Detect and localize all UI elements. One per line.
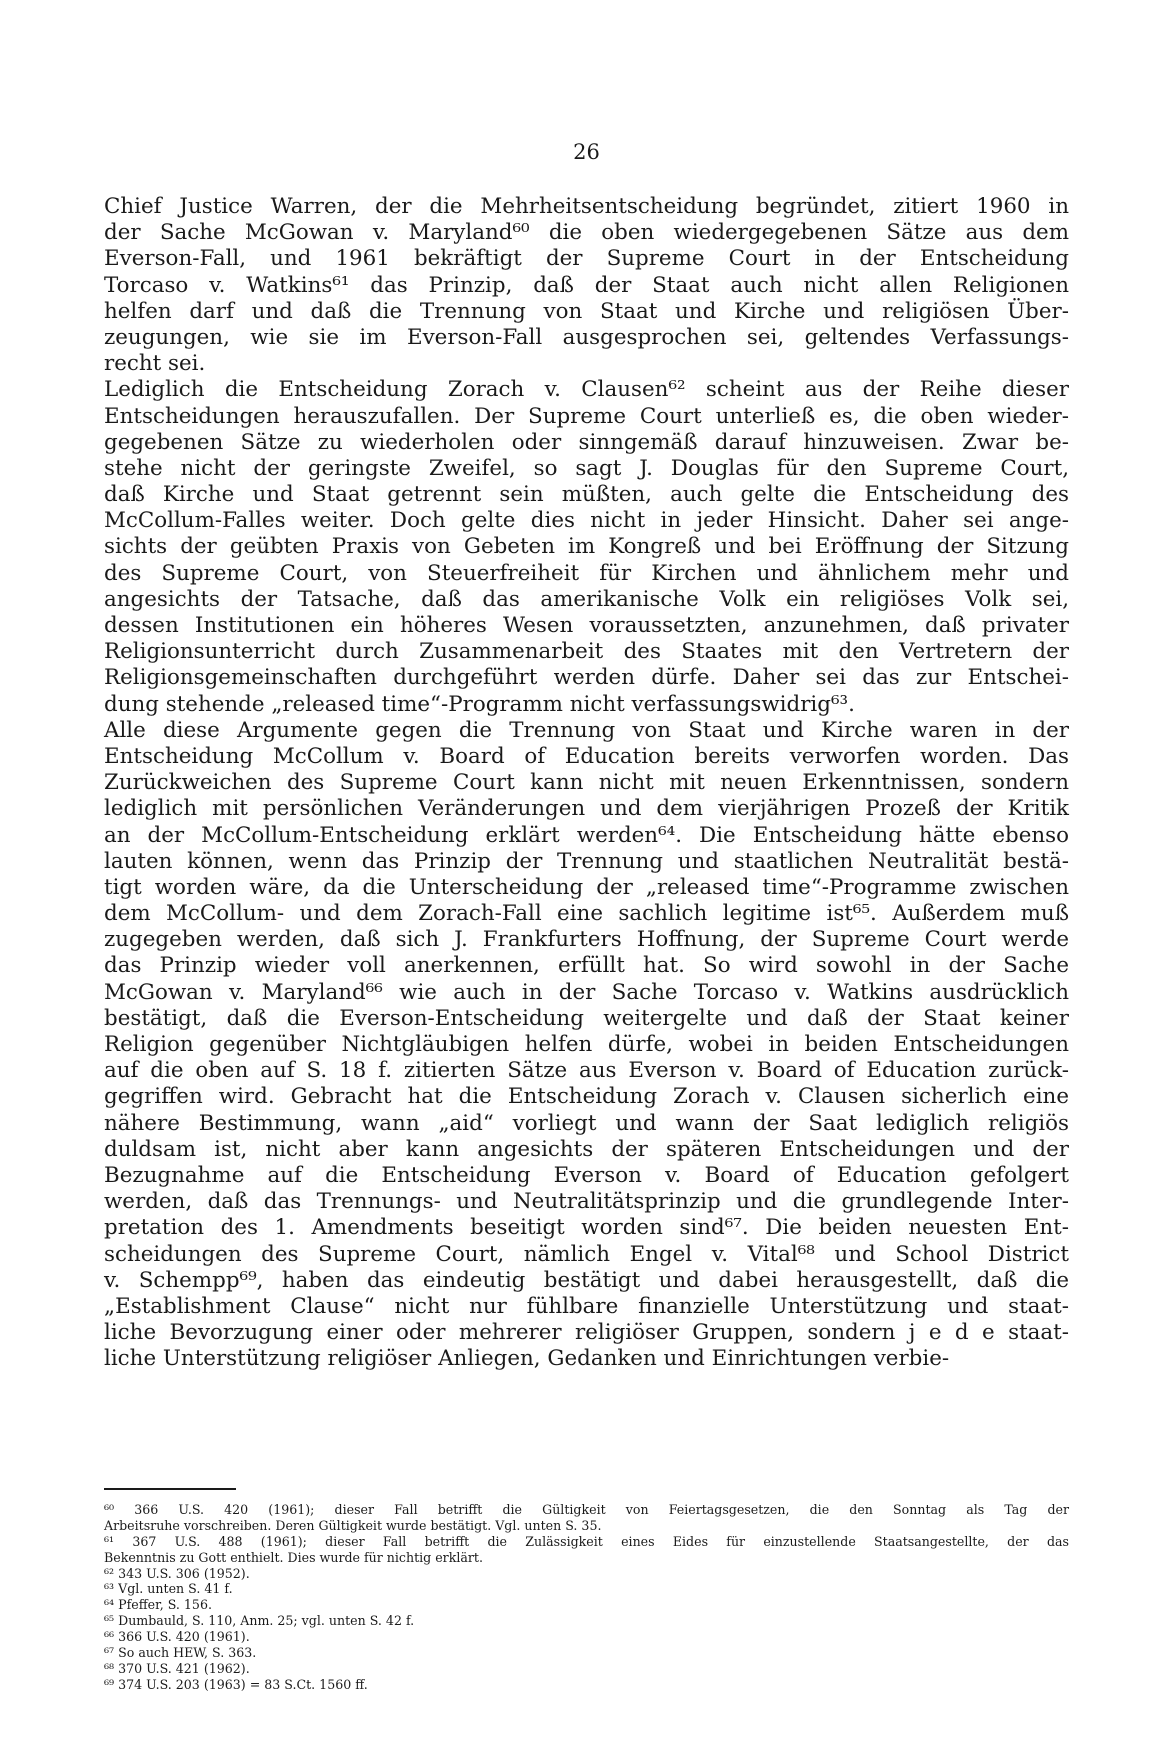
footnote-line: ⁶² 343 U.S. 306 (1952). [104,1565,250,1581]
text-line: „Establishment Clause“ nicht nur fühlbare finanzielle Unterstützung und staat- [104,1293,1069,1319]
text-line: Alle diese Argumente gegen die Trennung von Staat und Kirche waren in der [104,717,1069,743]
footnote-line: ⁶¹ 367 U.S. 488 (1961); dieser Fall betrifft die Zulässigkeit eines Eides für einzustellende Staatsangestellte, der das [104,1533,1069,1549]
text-line: pretation des 1. Amendments beseitigt worden sind⁶⁷. Die beiden neuesten Ent- [104,1215,1069,1241]
text-line: Entscheidung McCollum v. Board of Education bereits verworfen worden. Das [104,743,1069,769]
text-line: liche Unterstützung religiöser Anliegen, Gedanken und Einrichtungen verbie- [104,1346,950,1372]
text-line: stehe nicht der geringste Zweifel, so sagt J. Douglas für den Supreme Court, [104,455,1069,481]
text-line: helfen darf und daß die Trennung von Staat und Kirche und religiösen Über- [104,298,1069,324]
text-line: lediglich mit persönlichen Veränderungen und dem vierjährigen Prozeß der Kritik [104,796,1069,822]
text-line: Bezugnahme auf die Entscheidung Everson v. Board of Education gefolgert [104,1162,1069,1188]
footnote-line: ⁶⁵ Dumbauld, S. 110, Anm. 25; vgl. unten S. 42 f. [104,1613,415,1629]
text-line: Torcaso v. Watkins⁶¹ das Prinzip, daß der Staat auch nicht allen Religionen [104,272,1069,298]
text-line: gegriffen wird. Gebracht hat die Entscheidung Zorach v. Clausen sicherlich eine [104,1084,1069,1110]
text-line: v. Schempp⁶⁹, haben das eindeutig bestätigt und dabei herausgestellt, daß die [104,1267,1069,1293]
text-line: duldsam ist, nicht aber kann angesichts der späteren Entscheidungen und der [104,1136,1069,1162]
text-line: scheidungen des Supreme Court, nämlich Engel v. Vital⁶⁸ und School District [104,1241,1069,1267]
text-line: angesichts der Tatsache, daß das amerikanische Volk ein religiöses Volk sei, [104,586,1069,612]
footnote-line: ⁶⁷ So auch HEW, S. 363. [104,1645,257,1661]
footnote-line: ⁶⁸ 370 U.S. 421 (1962). [104,1660,250,1676]
text-line: Religionsunterricht durch Zusammenarbeit des Staates mit den Vertretern der [104,639,1069,665]
text-line: nähere Bestimmung, wann „aid“ vorliegt und wann der Saat lediglich religiös [104,1110,1069,1136]
text-line: liche Bevorzugung einer oder mehrerer religiöser Gruppen, sondern j e d e staat- [104,1320,1069,1346]
text-line: Religion gegenüber Nichtgläubigen helfen dürfe, wobei in beiden Entscheidungen [104,1032,1069,1057]
text-line: recht sei. [104,351,206,377]
text-line: lauten können, wenn das Prinzip der Trennung und staatlichen Neutralität bestä- [104,848,1069,874]
footnote-line: ⁶⁶ 366 U.S. 420 (1961). [104,1629,250,1645]
text-line: daß Kirche und Staat getrennt sein müßten, auch gelte die Entscheidung des [104,482,1069,508]
text-line: Chief Justice Warren, der die Mehrheitsentscheidung begründet, zitiert 1960 in [104,194,1069,219]
text-line: bestätigt, daß die Everson-Entscheidung weitergelte und daß der Staat keiner [104,1005,1069,1031]
body-text [104,194,1069,1372]
page-number: 26 [573,140,600,164]
footnote-line: ⁶³ Vgl. unten S. 41 f. [104,1581,233,1597]
text-line: Entscheidungen herauszufallen. Der Supreme Court unterließ es, die oben wieder- [104,403,1069,429]
text-line: dem McCollum- und dem Zorach-Fall eine sachlich legitime ist⁶⁵. Außerdem muß [104,901,1069,927]
text-line: sichts der geübten Praxis von Gebeten im Kongreß und bei Eröffnung der Sitzung [104,534,1069,560]
text-line: an der McCollum-Entscheidung erklärt werden⁶⁴. Die Entscheidung hätte ebenso [104,822,1069,848]
text-line: gegebenen Sätze zu wiederholen oder sinngemäß darauf hinzuweisen. Zwar be- [104,429,1069,455]
text-line: McGowan v. Maryland⁶⁶ wie auch in der Sache Torcaso v. Watkins ausdrücklich [104,979,1069,1005]
text-line: Zurückweichen des Supreme Court kann nicht mit neuen Erkenntnissen, sondern [104,770,1069,796]
footnotes [104,1502,1069,1693]
text-line: auf die oben auf S. 18 f. zitierten Sätze aus Everson v. Board of Education zurück- [104,1058,1069,1084]
footnote-line: Arbeitsruhe vorschreiben. Deren Gültigkeit wurde bestätigt. Vgl. unten S. 35. [104,1517,602,1533]
footnote-line: Bekenntnis zu Gott enthielt. Dies wurde für nichtig erklärt. [104,1549,483,1565]
text-line: Religionsgemeinschaften durchgeführt werden dürfe. Daher sei das zur Entschei- [104,665,1069,691]
text-line: Everson-Fall, und 1961 bekräftigt der Supreme Court in der Entscheidung [104,246,1069,272]
footnote-line: ⁶⁴ Pfeffer, S. 156. [104,1597,212,1613]
text-line: des Supreme Court, von Steuerfreiheit für Kirchen und ähnlichem mehr und [104,560,1069,586]
text-line: dung stehende „released time“-Programm nicht verfassungswidrig⁶³. [104,691,855,717]
text-line: dessen Institutionen ein höheres Wesen voraussetzten, anzunehmen, daß privater [104,613,1069,638]
text-line: McCollum-Falles weiter. Doch gelte dies nicht in jeder Hinsicht. Daher sei ange- [104,508,1069,534]
footnote-divider [104,1488,236,1490]
text-line: das Prinzip wieder voll anerkennen, erfüllt hat. So wird sowohl in der Sache [104,953,1069,979]
footnote-line: ⁶⁰ 366 U.S. 420 (1961); dieser Fall betrifft die Gültigkeit von Feiertagsgesetzen, die den Sonntag als Tag der [104,1502,1069,1517]
text-line: zugegeben werden, daß sich J. Frankfurters Hoffnung, der Supreme Court werde [104,927,1069,953]
text-line: Lediglich die Entscheidung Zorach v. Clausen⁶² scheint aus der Reihe dieser [104,377,1069,403]
text-line: der Sache McGowan v. Maryland⁶⁰ die oben wiedergegebenen Sätze aus dem [104,220,1069,246]
text-line: zeugungen, wie sie im Everson-Fall ausgesprochen sei, geltendes Verfassungs- [104,324,1069,350]
footnote-line: ⁶⁹ 374 U.S. 203 (1963) = 83 S.Ct. 1560 ff. [104,1676,368,1692]
text-line: tigt worden wäre, da die Unterscheidung der „released time“-Programme zwischen [104,874,1069,900]
text-line: werden, daß das Trennungs- und Neutralitätsprinzip und die grundlegende Inter- [104,1189,1069,1215]
